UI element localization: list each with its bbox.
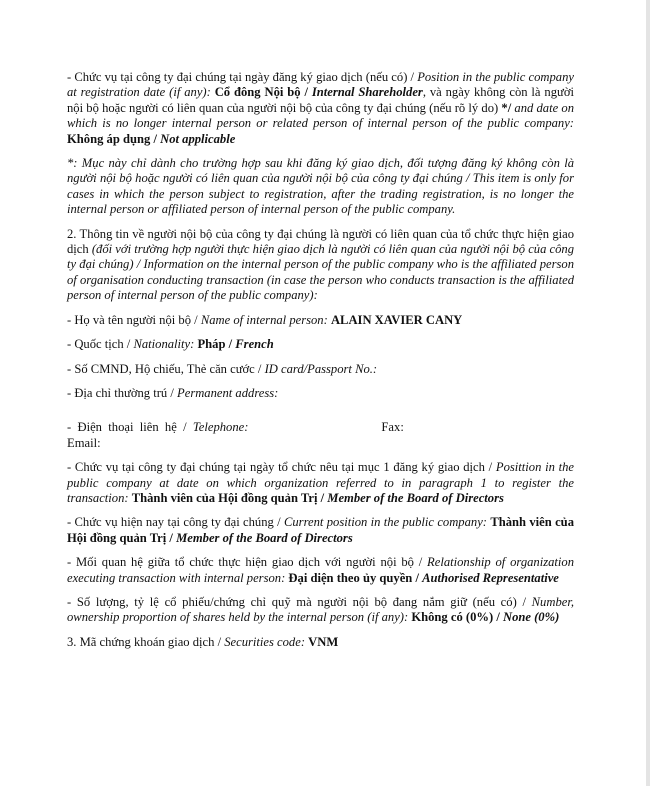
current-position: - Chức vụ hiện nay tại công ty đại chúng / Current position in the public company: Thành viên của Hội đồng quản Trị / Member of the Board of Directors <box>67 515 574 545</box>
position-at-organization-registration: - Chức vụ tại công ty đại chúng tại ngày tổ chức nêu tại mục 1 đăng ký giao dịch / Posittion in the public company at date on which organization referred to in paragraph 1 to register the transaction: Thành viên của Hội đồng quản Trị / Member of the Board of Directors <box>67 460 574 505</box>
document-page <box>67 70 574 659</box>
email: Email: <box>67 435 101 450</box>
internal-person-name: - Họ và tên người nội bộ / Name of internal person: ALAIN XAVIER CANY <box>67 312 463 327</box>
shares-held: - Số lượng, tỷ lệ cổ phiếu/chứng chỉ quỹ mà người nội bộ đang nắm giữ (nếu có) / Number, ownership proportion of shares held by the internal person (if any): Không có (0%) / None (0%) <box>67 594 574 625</box>
relationship: - Mối quan hệ giữa tổ chức thực hiện giao dịch với người nội bộ / Relationship of organization executing transaction with internal person: Đại diện theo ủy quyền / Authorised Representative <box>67 555 575 585</box>
footnote: *: Mục này chỉ dành cho trường hợp sau khi đăng ký giao dịch, đối tượng đăng ký không còn là người nội bộ hoặc người có liên quan của người nội bộ của công ty đại chúng / This item is only for cases in which the person subject to registration, after the trading registration, is no longer the internal person or affiliated person of internal person of the public company. <box>67 156 574 217</box>
telephone-fax: - Điện thoại liên hệ / Telephone: Fax: <box>67 420 404 435</box>
id-card: - Số CMND, Hộ chiếu, Thẻ căn cước / ID card/Passport No.: <box>67 361 378 376</box>
section-2-heading: 2. Thông tin về người nội bộ của công ty đại chúng là người có liên quan của tổ chức thực hiện giao dịch (đối với trường hợp người thực hiện giao dịch là người có liên quan của người nội bộ của công ty đại chúng) / Information on the internal person of the public company who is the affiliated person of organisation conducting transaction (in case the person who conducts transaction is the affiliated person of internal person of the public company): <box>67 226 575 303</box>
page-edge-shadow <box>646 0 650 786</box>
nationality: - Quốc tịch / Nationality: Pháp / French <box>67 337 274 352</box>
permanent-address: - Địa chỉ thường trú / Permanent address: <box>67 385 279 400</box>
position-at-registration: - Chức vụ tại công ty đại chúng tại ngày đăng ký giao dịch (nếu có) / Position in the public company at registration date (if any): Cổ đông Nội bộ / Internal Shareholder, và ngày không còn là người nội bộ hoặc người có liên quan của người nội bộ của công ty đại chúng (nếu rõ lý do) */ and date on which is no longer internal person or related person of internal person of the public company: Không áp dụng / Not applicable <box>67 70 574 146</box>
section-3-securities-code: 3. Mã chứng khoán giao dịch / Securities code: VNM <box>67 634 339 649</box>
